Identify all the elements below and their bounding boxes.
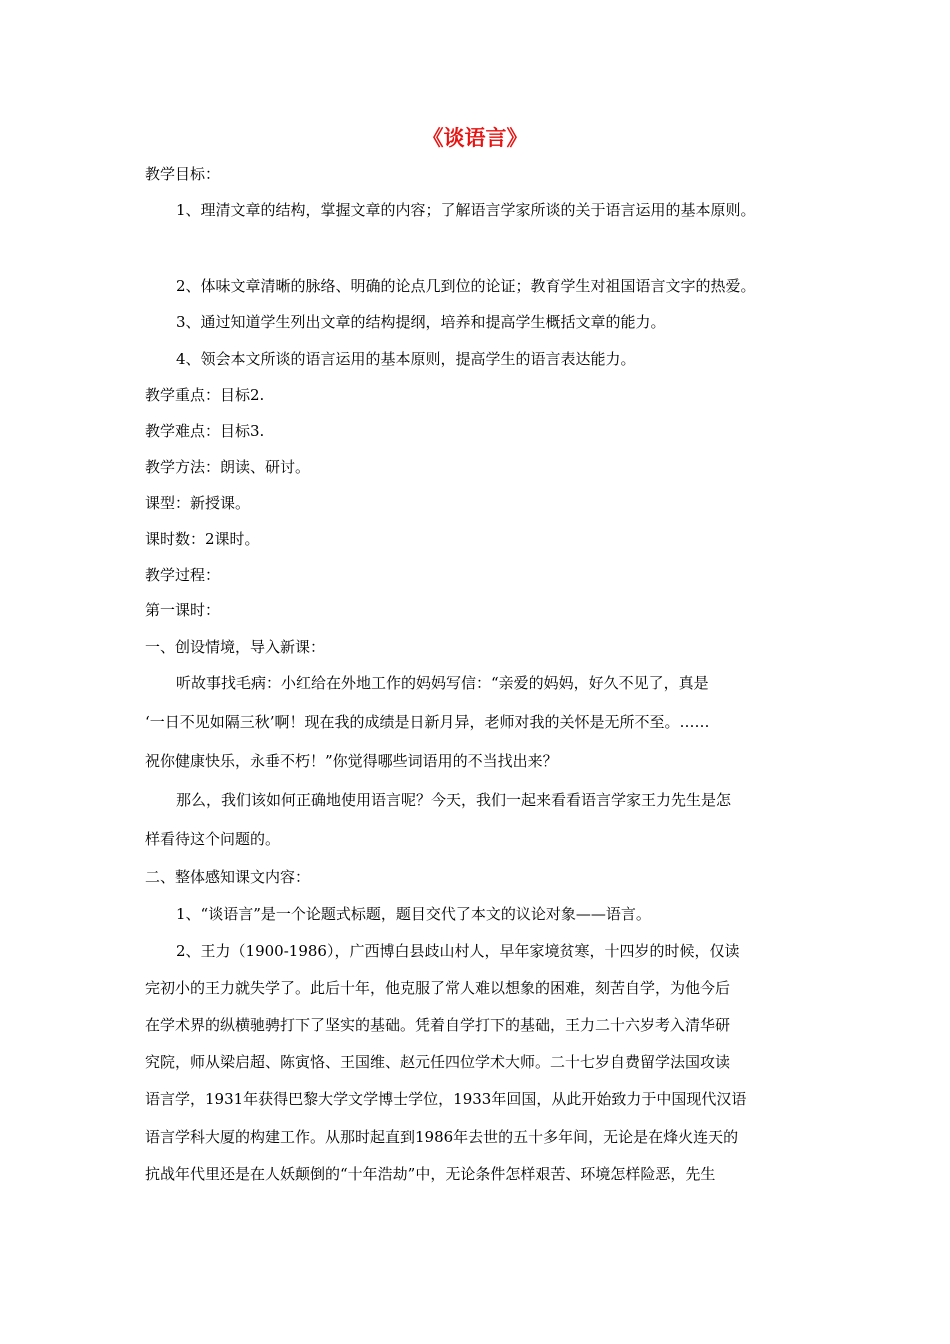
process-heading: 教学过程： — [145, 566, 221, 584]
bio-line-5: 语言学，1931年获得巴黎大学文学博士学位，1933年回国，从此开始致力于中国现代汉语 — [145, 1090, 747, 1108]
objective-4: 4、领会本文所谈的语言运用的基本原则，提高学生的语言表达能力。 — [176, 350, 636, 368]
objective-3: 3、通过知道学生列出文章的结构提纲，培养和提高学生概括文章的能力。 — [176, 313, 666, 331]
objectives-heading: 教学目标： — [145, 165, 221, 183]
bio-line-2: 完初小的王力就失学了。此后十年，他克服了常人难以想象的困难，刻苦自学，为他今后 — [145, 979, 731, 997]
section-2-heading: 二、整体感知课文内容： — [145, 868, 311, 886]
intro-line-1: 那么，我们该如何正确地使用语言呢？今天，我们一起来看看语言学家王力先生是怎 — [176, 791, 732, 809]
bio-line-4: 究院，师从梁启超、陈寅恪、王国维、赵元任四位学术大师。二十七岁自费留学法国攻读 — [145, 1053, 731, 1071]
lesson-hours: 课时数：2课时。 — [145, 530, 260, 548]
key-point: 教学重点：目标2. — [145, 386, 265, 404]
story-line-3: 祝你健康快乐，永垂不朽！”你觉得哪些词语用的不当找出来？ — [145, 752, 558, 770]
story-line-1: 听故事找毛病：小红给在外地工作的妈妈写信：“亲爱的妈妈，好久不见了，真是 — [176, 674, 709, 692]
section-1-heading: 一、创设情境，导入新课： — [145, 638, 326, 656]
story-line-2: ‘一日不见如隔三秋’啊！现在我的成绩是日新月异，老师对我的关怀是无所不至。…… — [145, 713, 710, 731]
item-1: 1、“谈语言”是一个论题式标题，题目交代了本文的议论对象——语言。 — [176, 905, 651, 923]
first-lesson: 第一课时： — [145, 601, 221, 619]
bio-line-7: 抗战年代里还是在人妖颠倒的“十年浩劫”中，无论条件怎样艰苦、环境怎样险恶，先生 — [145, 1165, 716, 1183]
difficulty: 教学难点：目标3. — [145, 422, 265, 440]
document-title: 《谈语言》 — [422, 126, 528, 150]
bio-line-6: 语言学科大厦的构建工作。从那时起直到1986年去世的五十多年间，无论是在烽火连天的 — [145, 1128, 739, 1146]
bio-line-3: 在学术界的纵横驰骋打下了坚实的基础。凭着自学打下的基础，王力二十六岁考入清华研 — [145, 1016, 731, 1034]
intro-line-2: 样看待这个问题的。 — [145, 830, 281, 848]
objective-2: 2、体味文章清晰的脉络、明确的论点几到位的论证；教育学生对祖国语言文字的热爱。 — [176, 277, 756, 295]
teaching-method: 教学方法：朗读、研讨。 — [145, 458, 311, 476]
objective-1: 1、理清文章的结构，掌握文章的内容；了解语言学家所谈的关于语言运用的基本原则。 — [176, 201, 756, 219]
bio-line-1: 2、王力（1900-1986），广西博白县歧山村人，早年家境贫寒，十四岁的时候，仅读 — [176, 942, 740, 960]
lesson-type: 课型：新授课。 — [145, 494, 251, 512]
